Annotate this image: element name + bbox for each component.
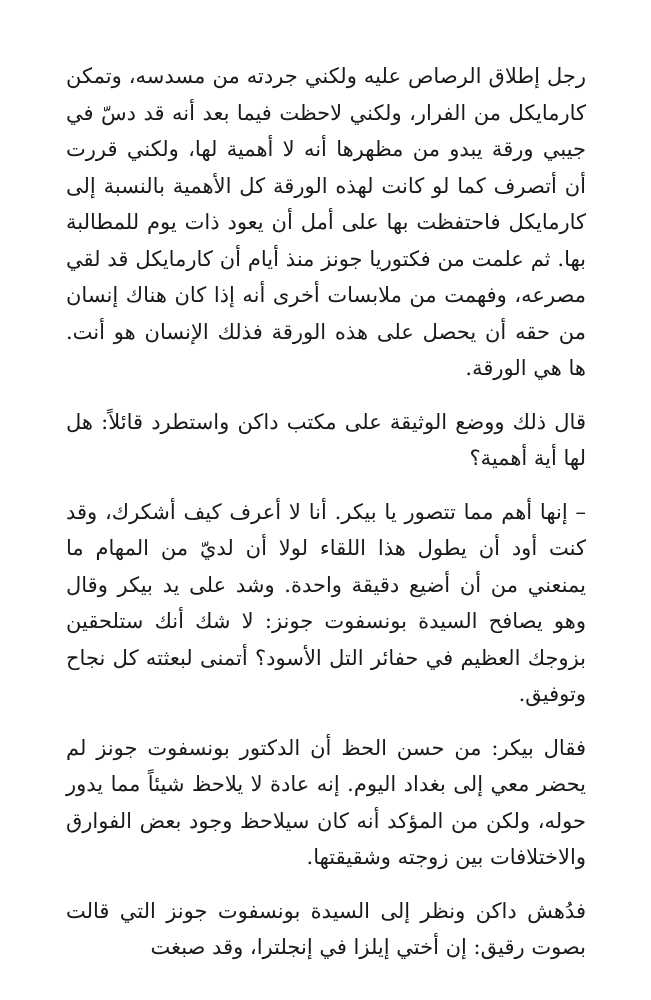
paragraph-4: فقال بيكر: من حسن الحظ أن الدكتور بونسفوت جونز لم يحضر معي إلى بغداد اليوم. إنه عادة لا يلاحظ شيئاً مما يدور حوله، ولكن من المؤكد أنه كان سيلاحظ وجود بعض الفوارق والاختلافات بين زوجته وشقيقتها.	[66, 735, 586, 869]
paragraph-3: – إنها أهم مما تتصور يا بيكر. أنا لا أعرف كيف أشكرك، وقد كنت أود أن يطول هذا اللقاء لولا أن لديّ من المهام ما يمنعني من أن أضيع دقيقة واحدة. وشد على يد بيكر وقال وهو يصافح السيدة بونسفوت جونز: لا شك أنك ستلحقين بزوجك العظيم في حفائر التل الأسود؟ أتمنى لبعثته كل نجاح وتوفيق.	[66, 499, 586, 706]
paragraph-2: قال ذلك ووضع الوثيقة على مكتب داكن واستطرد قائلاً: هل لها أية أهمية؟	[66, 409, 586, 470]
paragraph-1: رجل إطلاق الرصاص عليه ولكني جردته من مسدسه، وتمكن كارمايكل من الفرار، ولكني لاحظت فيما بعد أنه قد دسّ في جيبي ورقة يبدو من مظهرها أنه لا أهمية لها، ولكني قررت أن أتصرف كما لو كانت لهذه الورقة كل الأهمية بالنسبة إلى كارمايكل فاحتفظت بها على أمل أن يعود ذات يوم للمطالبة بها. ثم علمت من فكتوريا جونز منذ أيام أن كارمايكل قد لقي مصرعه، وفهمت من ملابسات أخرى أنه إذا كان هناك إنسان من حقه أن يحصل على هذه الورقة فذلك الإنسان هو أنت. ها هي الورقة.	[66, 64, 586, 380]
paragraph-5: فدُهش داكن ونظر إلى السيدة بونسفوت جونز التي قالت بصوت رقيق: إن أختي إيلزا في إنجلترا، وقد صبغت	[66, 898, 586, 959]
book-page	[66, 58, 586, 983]
